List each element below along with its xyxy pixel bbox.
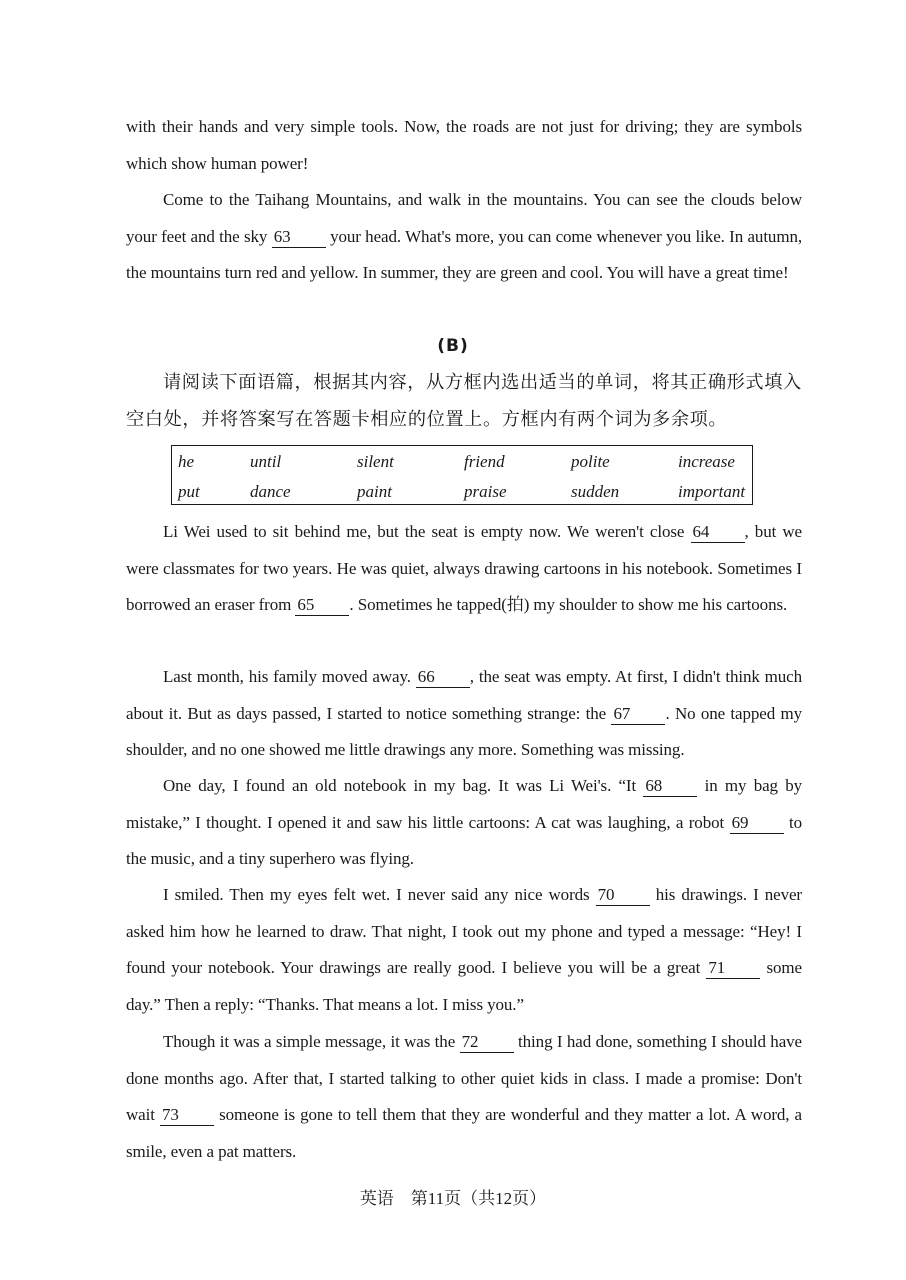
page-footer: 英语 第11页（共12页）: [359, 1189, 547, 1208]
blank-63: 63: [272, 227, 326, 248]
word-box-item: put: [178, 482, 200, 501]
word-box-item: paint: [357, 482, 392, 501]
blank-67: 67: [611, 704, 665, 725]
word-box-item: increase: [678, 452, 735, 471]
word-box-item: friend: [464, 452, 505, 471]
blank-66: 66: [416, 667, 470, 688]
word-box-item: polite: [571, 452, 610, 471]
blank-73: 73: [160, 1105, 214, 1126]
passage-b-paragraph-3: One day, I found an old notebook in my bag. It was Li Wei's. “It 68 in my bag by mistake,” I thought. I opened it and saw his little cartoons: A cat was laughing, a robot 69 to the music, and a tiny superhero was flying.: [126, 776, 803, 868]
word-box-item: until: [250, 452, 282, 471]
blank-68: 68: [643, 776, 697, 797]
blank-64: 64: [691, 522, 745, 543]
passage-b-paragraph-4: I smiled. Then my eyes felt wet. I never said any nice words 70 his drawings. I never asked him how he learned to draw. That night, I took out my phone and typed a message: “Hey! I found your notebook. Your drawings are really good. I believe you will be a great 71 some day.” Then a reply: “Thanks. That means a lot. I miss you.”: [126, 885, 802, 1014]
blank-71: 71: [706, 958, 760, 979]
word-box-item: praise: [464, 482, 507, 501]
word-box-item: silent: [357, 452, 394, 471]
word-box-item: important: [678, 482, 746, 501]
word-box-item: sudden: [571, 482, 620, 501]
blank-65: 65: [295, 595, 349, 616]
word-box-item: dance: [250, 482, 291, 501]
passage-b-paragraph-2: Last month, his family moved away. 66 , the seat was empty. At first, I didn't think much about it. But as days passed, I started to notice something strange: the 67 . No one tapped my shoulder, and no one showed me little drawings any more. Something was missing.: [126, 667, 803, 759]
blank-69: 69: [730, 813, 784, 834]
word-box: [171, 445, 753, 505]
passage-b-paragraph-5: Though it was a simple message, it was the 72 thing I had done, something I should have done months ago. After that, I started talking to other quiet kids in class. I made a promise: Don't wait 73 someone is gone to tell them that they are wonderful and they matter a lot. A word, a smile, even a pat matters.: [126, 1032, 802, 1161]
section-b-title: (B): [437, 336, 469, 356]
passage-a-paragraph-1: with their hands and very simple tools. Now, the roads are not just for driving; they are symbols which show human power!: [126, 117, 802, 173]
passage-b-paragraph-1: Li Wei used to sit behind me, but the seat is empty now. We weren't close 64 , but we were classmates for two years. He was quiet, always drawing cartoons in his notebook. Sometimes I borrowed an eraser from 65 . Sometimes he tapped(拍) my shoulder to show me his cartoons.: [126, 522, 803, 614]
blank-70: 70: [596, 885, 650, 906]
blank-72: 72: [460, 1032, 514, 1053]
word-box-item: he: [178, 452, 195, 471]
passage-a-paragraph-2: Come to the Taihang Mountains, and walk in the mountains. You can see the clouds below your feet and the sky 63 your head. What's more, you can come whenever you like. In autumn, the mountains turn red and yellow. In summer, they are green and cool. You will have a great time!: [126, 190, 803, 282]
section-b-instructions: 请阅读下面语篇，根据其内容，从方框内选出适当的单词，将其正确形式填入空白处，并将答案写在答题卡相应的位置上。方框内有两个词为多余项。: [126, 372, 802, 430]
